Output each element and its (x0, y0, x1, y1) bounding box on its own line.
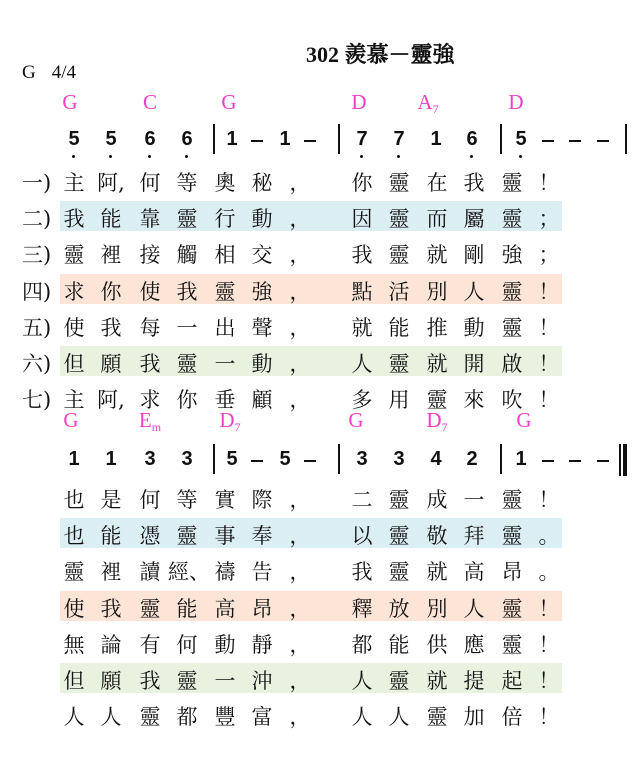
lyric-char: 裡 (100, 560, 122, 585)
lyric-line (0, 346, 643, 376)
lyric-char: 際 (251, 488, 273, 512)
lyric-char: 我 (63, 207, 85, 232)
lyric-char: 昂 (501, 560, 523, 585)
lyric-char: 動 (251, 352, 273, 376)
lyric-char: 我 (351, 560, 373, 585)
lyric-char: 都 (176, 705, 198, 730)
chord-root: D (508, 90, 524, 114)
hold-dash (542, 140, 554, 142)
note: 1 (68, 448, 80, 470)
lyric-char: 吹 (501, 388, 523, 413)
lyric-char: 讀 (139, 560, 161, 585)
lyric-char: 強 (251, 279, 273, 304)
lyric-char: 靈 (388, 171, 410, 195)
note: 4 (430, 448, 442, 470)
lyric-char: 。 (538, 524, 560, 549)
lyric-char: 我 (100, 315, 122, 340)
lyric-char: 動 (251, 207, 273, 232)
lyric-char: 靈 (388, 243, 410, 268)
note: 6 (177, 128, 197, 151)
lyric-char: 願 (100, 669, 122, 693)
lyric-char: 人 (463, 596, 485, 621)
lyric-char: 因 (351, 207, 373, 232)
lyric-char: 聲 (251, 315, 273, 340)
bar-line (213, 444, 215, 474)
note: 2 (466, 448, 478, 470)
lyric-char: 靠 (139, 207, 161, 232)
lyric-char: ， (289, 596, 311, 621)
lyric-char: 昂 (251, 596, 273, 621)
lyric-line (0, 591, 643, 621)
chord-symbol (351, 90, 366, 115)
lyric-char: 就 (426, 243, 448, 268)
lyric-char: ， (289, 352, 311, 376)
lyric-char: 禱 (214, 560, 236, 585)
lyric-char: 靈 (176, 352, 198, 376)
lyric-char: 願 (100, 352, 122, 376)
lyric-char: ！ (538, 388, 560, 413)
lyric-char: 靈 (426, 388, 448, 413)
lyric-char: 靈 (501, 632, 523, 657)
note: 5 (64, 128, 84, 151)
lyric-char: 阿, (97, 171, 125, 195)
lyric-char: 。 (538, 560, 560, 585)
lyric-char: 也 (63, 524, 85, 549)
lyric-char: 垂 (214, 388, 236, 413)
lyric-line (0, 627, 643, 657)
chord-symbol (417, 90, 438, 117)
lyric-char: 人 (351, 669, 373, 693)
verse-number: 二) (22, 207, 52, 232)
lyric-char: 靈 (176, 207, 198, 232)
verse-number: 七) (22, 388, 52, 413)
chord-symbol (516, 408, 531, 433)
note: 1 (279, 128, 291, 150)
lyric-char: 靈 (501, 488, 523, 512)
lyric-line (0, 237, 643, 267)
hold-dash (569, 460, 581, 462)
hold-dash (304, 140, 316, 142)
lyric-char: 來 (463, 388, 485, 413)
lyric-char: 人 (351, 352, 373, 376)
lyric-char: 奉 (251, 524, 273, 549)
lyric-char: ！ (538, 171, 560, 195)
lyric-char: 論 (100, 632, 122, 657)
note: 3 (356, 448, 368, 470)
chord-symbol (426, 408, 447, 435)
lyric-char: 動 (463, 315, 485, 340)
lyric-char: 供 (426, 632, 448, 657)
lyric-char: 能 (100, 524, 122, 549)
chord-root: D (219, 408, 235, 432)
lyric-char: 人 (463, 279, 485, 304)
time-signature: 4/4 (51, 62, 77, 83)
lyric-char: 無 (63, 632, 85, 657)
lyric-line (0, 201, 643, 231)
note: 1 (105, 448, 117, 470)
lyric-char: 強 (501, 243, 523, 268)
lyric-char: 人 (351, 705, 373, 730)
lyric-char: 是 (100, 488, 122, 512)
lyric-char: 有 (139, 632, 161, 657)
lyric-char: 等 (176, 171, 198, 195)
lyric-char: 靈 (388, 488, 410, 512)
lyric-char: 你 (176, 388, 198, 413)
lyric-char: 起 (501, 669, 523, 693)
lyric-char: 但 (63, 669, 85, 693)
final-bar-line (623, 444, 627, 476)
note: 3 (181, 448, 193, 470)
lyric-line (0, 663, 643, 693)
hold-dash (251, 460, 263, 462)
lyric-char: ， (289, 632, 311, 657)
lyric-char: 靈 (63, 243, 85, 268)
chord-symbol (139, 408, 161, 435)
lyric-char: 就 (426, 352, 448, 376)
note: 7 (352, 128, 372, 151)
lyric-char: 我 (351, 243, 373, 268)
lyric-char: 靈 (176, 669, 198, 693)
lyric-char: 活 (388, 279, 410, 304)
chord-root: C (142, 90, 158, 114)
lyric-char: 顧 (251, 388, 273, 413)
lyric-char: 加 (463, 705, 485, 730)
chord-symbol (143, 90, 157, 115)
chord-root: E (138, 408, 152, 432)
lyric-char: 都 (351, 632, 373, 657)
lyric-char: 沖 (251, 669, 273, 693)
lyric-char: 放 (388, 596, 410, 621)
lyric-char: 靈 (501, 524, 523, 549)
note: 1 (515, 448, 527, 470)
lyric-line (0, 554, 643, 584)
lyric-char: 剛 (463, 243, 485, 268)
lyric-line (0, 382, 643, 412)
note: 5 (279, 448, 291, 470)
lyric-char: 人 (100, 705, 122, 730)
lyric-line (0, 518, 643, 548)
lyric-line (0, 165, 643, 195)
bar-line (500, 124, 502, 154)
lyric-char: 靈 (139, 705, 161, 730)
lyric-char: ！ (538, 705, 560, 730)
lyric-char: 靈 (501, 171, 523, 195)
lyric-char: ， (289, 488, 311, 512)
note: 6 (462, 128, 482, 151)
lyric-char: ！ (538, 352, 560, 376)
lyric-char: 倍 (501, 705, 523, 730)
lyric-char: ， (289, 279, 311, 304)
lyric-char: 能 (100, 207, 122, 232)
lyric-char: 用 (388, 388, 410, 413)
lyric-char: 靈 (388, 560, 410, 585)
lyric-char: 能 (388, 315, 410, 340)
lyric-char: 實 (214, 488, 236, 512)
note: 5 (511, 128, 531, 151)
bar-line (338, 124, 340, 154)
hold-dash (597, 460, 609, 462)
lyric-char: 我 (463, 171, 485, 195)
chord-symbol (348, 408, 363, 433)
lyric-char: 敬 (426, 524, 448, 549)
lyric-char: 何 (139, 171, 161, 195)
lyric-char: ， (289, 705, 311, 730)
lyric-char: 別 (426, 279, 448, 304)
lyric-char: 靈 (501, 279, 523, 304)
lyric-char: ， (289, 243, 311, 268)
lyric-char: 何 (139, 488, 161, 512)
lyric-char: 就 (351, 315, 373, 340)
lyric-char: 以 (351, 524, 373, 549)
chord-root: A (417, 90, 433, 114)
lyric-char: 我 (139, 352, 161, 376)
lyric-char: ， (289, 207, 311, 232)
lyric-line (0, 310, 643, 340)
bar-line (213, 124, 215, 154)
note: 1 (430, 128, 442, 150)
lyric-char: 就 (426, 669, 448, 693)
chord-root: G (63, 408, 79, 432)
lyric-char: 靈 (426, 705, 448, 730)
note: 5 (226, 448, 238, 470)
lyric-char: 靜 (251, 632, 273, 657)
chord-symbol (62, 90, 77, 115)
lyric-char: 點 (351, 279, 373, 304)
lyric-char: 靈 (388, 207, 410, 232)
lyric-char: 何 (176, 632, 198, 657)
lyric-char: 告 (251, 560, 273, 585)
note: 6 (140, 128, 160, 151)
note: 3 (144, 448, 156, 470)
lyric-char: 在 (426, 171, 448, 195)
lyric-char: 多 (351, 388, 373, 413)
bar-line (625, 124, 627, 154)
hold-dash (569, 140, 581, 142)
chord-quality: 7 (432, 102, 439, 116)
chord-root: G (348, 408, 364, 432)
hymn-title: 302 羨慕－靈強 (306, 42, 455, 67)
chord-root: D (426, 408, 442, 432)
lyric-char: 人 (63, 705, 85, 730)
lyric-char: 也 (63, 488, 85, 512)
bar-line (338, 444, 340, 474)
lyric-char: 使 (63, 315, 85, 340)
hold-dash (542, 460, 554, 462)
lyric-char: 二 (351, 488, 373, 512)
lyric-char: 釋 (351, 596, 373, 621)
lyric-char: ； (538, 243, 560, 268)
chord-root: G (62, 90, 78, 114)
lyric-char: 靈 (176, 524, 198, 549)
lyric-char: 別 (426, 596, 448, 621)
bar-line (619, 444, 621, 476)
lyric-char: ， (289, 388, 311, 413)
lyric-char: 靈 (139, 596, 161, 621)
lyric-char: 我 (139, 669, 161, 693)
lyric-char: 求 (63, 279, 85, 304)
lyric-char: 使 (139, 279, 161, 304)
hold-dash (597, 140, 609, 142)
note: 3 (393, 448, 405, 470)
chord-quality: 7 (234, 420, 241, 434)
lyric-line (0, 482, 643, 512)
lyric-char: 靈 (388, 524, 410, 549)
lyric-char: ！ (538, 596, 560, 621)
verse-number: 三) (22, 243, 52, 268)
lyric-char: 成 (426, 488, 448, 512)
lyric-char: 事 (214, 524, 236, 549)
lyric-char: 秘 (251, 171, 273, 195)
lyric-char: 你 (100, 279, 122, 304)
chord-quality: m (151, 420, 162, 434)
lyric-char: 豐 (214, 705, 236, 730)
lyric-char: 你 (351, 171, 373, 195)
lyric-char: 觸 (176, 243, 198, 268)
lyric-char: ！ (538, 279, 560, 304)
lyric-char: 靈 (501, 315, 523, 340)
lyric-char: 等 (176, 488, 198, 512)
note: 5 (101, 128, 121, 151)
lyric-char: ！ (538, 632, 560, 657)
lyric-char: ！ (538, 315, 560, 340)
lyric-char: 我 (176, 279, 198, 304)
key-signature (22, 62, 92, 84)
chord-root: G (221, 90, 237, 114)
lyric-char: 靈 (214, 279, 236, 304)
lyric-char: 主 (63, 171, 85, 195)
lyric-char: 提 (463, 669, 485, 693)
lyric-char: ， (289, 315, 311, 340)
lyric-char: 高 (463, 560, 485, 585)
lyric-char: ！ (538, 488, 560, 512)
verse-number: 五) (22, 315, 52, 340)
lyric-char: 我 (100, 596, 122, 621)
lyric-char: 能 (176, 596, 198, 621)
lyric-char: 拜 (463, 524, 485, 549)
lyric-char: ， (289, 560, 311, 585)
lyric-char: ， (289, 669, 311, 693)
lyric-char: ！ (538, 669, 560, 693)
chord-symbol (508, 90, 523, 115)
lyric-char: 相 (214, 243, 236, 268)
lyric-char: 靈 (388, 669, 410, 693)
chord-symbol (219, 408, 240, 435)
lyric-char: ， (289, 171, 311, 195)
lyric-char: 裡 (100, 243, 122, 268)
hold-dash (304, 460, 316, 462)
chord-quality: 7 (441, 420, 448, 434)
lyric-char: 能 (388, 632, 410, 657)
note: 7 (389, 128, 409, 151)
hold-dash (251, 140, 263, 142)
lyric-char: 主 (63, 388, 85, 413)
lyric-char: 一 (214, 669, 236, 693)
lyric-char: ， (289, 524, 311, 549)
chord-root: D (351, 90, 367, 114)
lyric-line (0, 699, 643, 729)
chord-symbol (63, 408, 78, 433)
lyric-char: 而 (426, 207, 448, 232)
chord-symbol (221, 90, 236, 115)
lyric-char: 憑 (139, 524, 161, 549)
lyric-char: 開 (463, 352, 485, 376)
lyric-char: 人 (388, 705, 410, 730)
lyric-char: 經、 (168, 560, 210, 585)
lyric-char: 推 (426, 315, 448, 340)
lyric-char: 一 (214, 352, 236, 376)
lyric-char: 靈 (388, 352, 410, 376)
lyric-char: 出 (214, 315, 236, 340)
note: 1 (226, 128, 238, 150)
lyric-char: 高 (214, 596, 236, 621)
lyric-char: 就 (426, 560, 448, 585)
lyric-char: 接 (139, 243, 161, 268)
bar-line (500, 444, 502, 474)
lyric-char: 阿, (97, 388, 125, 413)
lyric-char: 求 (139, 388, 161, 413)
lyric-char: 行 (214, 207, 236, 232)
verse-number: 一) (22, 171, 52, 195)
lyric-char: 應 (463, 632, 485, 657)
verse-number: 六) (22, 352, 52, 376)
lyric-char: 使 (63, 596, 85, 621)
lyric-char: 靈 (63, 560, 85, 585)
lyric-char: 交 (251, 243, 273, 268)
key: G (22, 62, 36, 83)
lyric-char: 每 (139, 315, 161, 340)
lyric-char: 一 (463, 488, 485, 512)
lyric-char: 但 (63, 352, 85, 376)
lyric-line (0, 274, 643, 304)
lyric-char: 奧 (214, 171, 236, 195)
lyric-char: 屬 (463, 207, 485, 232)
verse-number: 四) (22, 279, 52, 304)
lyric-char: 一 (176, 315, 198, 340)
lyric-char: 動 (214, 632, 236, 657)
lyric-char: 靈 (501, 207, 523, 232)
lyric-char: ； (538, 207, 560, 232)
lyric-char: 富 (251, 705, 273, 730)
lyric-char: 啟 (501, 352, 523, 376)
chord-root: G (516, 408, 532, 432)
lyric-char: 靈 (501, 596, 523, 621)
